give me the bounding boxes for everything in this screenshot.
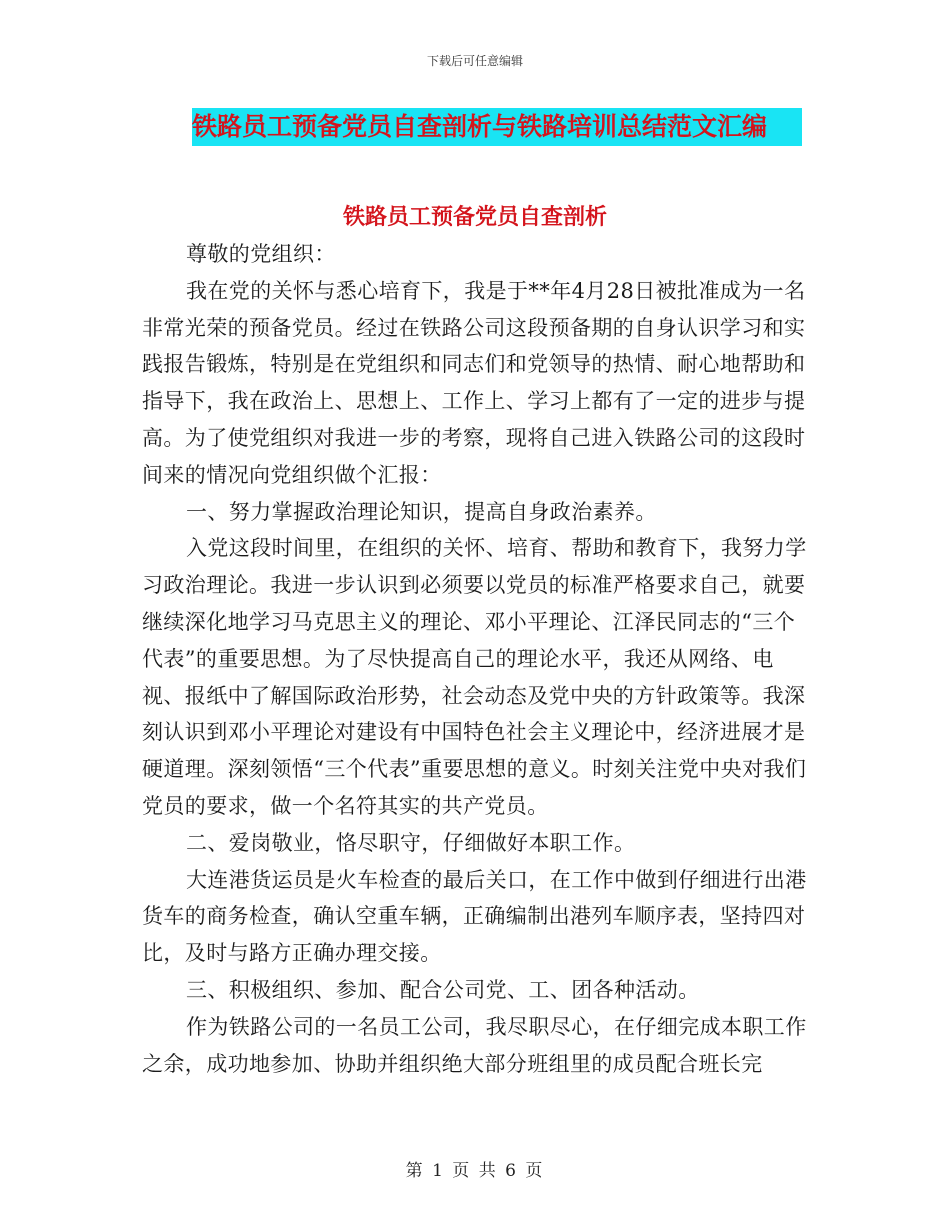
heading-one: 一、努力掌握政治理论知识，提高自身政治素养。 — [186, 499, 657, 524]
heading-three: 三、积极组织、参加、配合公司党、工、团各种活动。 — [186, 977, 700, 1002]
document-title-highlight — [192, 108, 802, 146]
document-title: 铁路员工预备党员自查剖析与铁路培训总结范文汇编 — [192, 112, 768, 141]
paragraph-theory: 入党这段时间里，在组织的关怀、培育、帮助和教育下，我努力学习政治理论。我进一步认识到必须要以党员的标准严格要求自己，就要继续深化地学习马克思主义的理论、邓小平理论、江泽民同志的“三个代表”的重要思想。为了尽快提高自己的理论水平，我还从网络、电视、报纸中了解国际政治形势，社会动态及党中央的方针政策等。我深刻认识到邓小平理论对建设有中国特色社会主义理论中，经济进展才是硬道理。深刻领悟“三个代表”重要思想的意义。时刻关注党中央对我们党员的要求，做一个名符其实的共产党员。 — [142, 536, 807, 818]
heading-two: 二、爱岗敬业，恪尽职守，仔细做好本职工作。 — [186, 830, 636, 855]
page-number: 第 1 页 共 6 页 — [405, 1161, 545, 1181]
page-header-note: 下载后可任意编辑 — [426, 54, 523, 68]
paragraph-intro: 我在党的关怀与悉心培育下，我是于**年4月28日被批准成为一名非常光荣的预备党员。经过在铁路公司这段预备期的自身认识学习和实践报告锻炼，特别是在党组织和同志们和党领导的热情、耐心地帮助和指导下，我在政治上、思想上、工作上、学习上都有了一定的进步与提高。为了使党组织对我进一步的考察，现将自己进入铁路公司的这段时间来的情况向党组织做个汇报： — [142, 278, 806, 487]
paragraph-duty: 大连港货运员是火车检查的最后关口，在工作中做到仔细进行出港货车的商务检查，确认空重车辆，正确编制出港列车顺序表，坚持四对比，及时与路方正确办理交接。 — [142, 867, 807, 966]
document-body — [142, 220, 810, 1082]
paragraph-activities: 作为铁路公司的一名员工公司，我尽职尽心，在仔细完成本职工作之余，成功地参加、协助并组织绝大部分班组里的成员配合班长完 — [142, 1014, 807, 1076]
salutation: 尊敬的党组织： — [186, 242, 336, 266]
section-title: 铁路员工预备党员自查剖析 — [342, 204, 607, 230]
